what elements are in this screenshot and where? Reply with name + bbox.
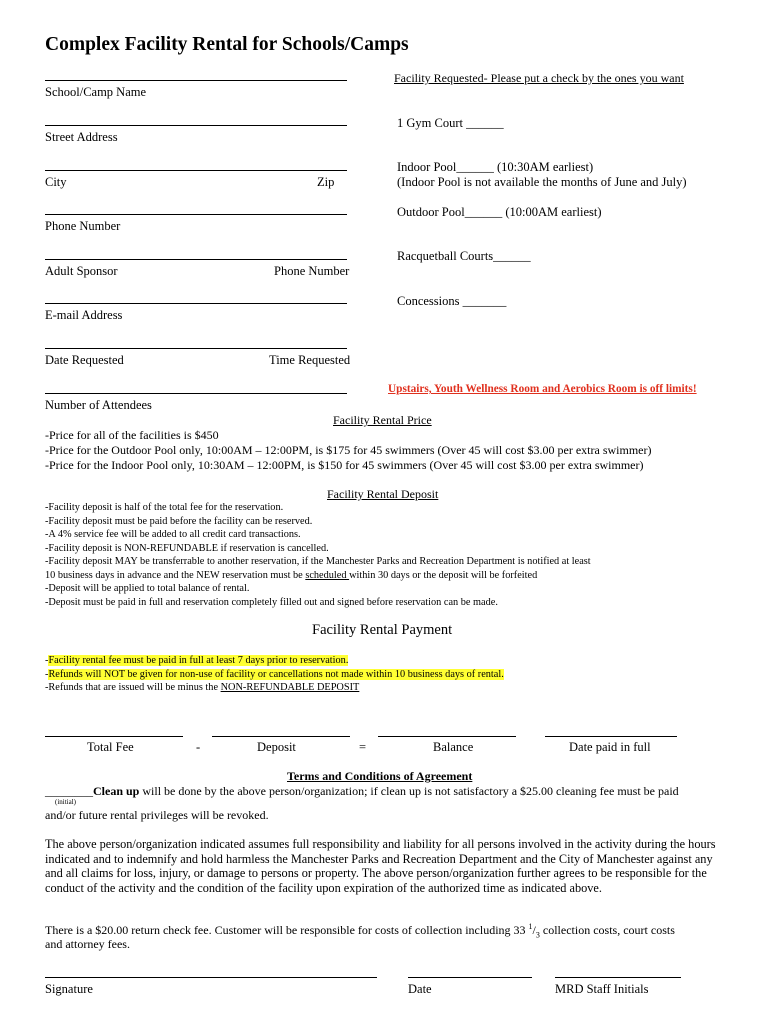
deposit-rule-text: within 30 days or the deposit will be forfeited (349, 569, 538, 581)
school-name-field[interactable] (45, 80, 347, 81)
clean-up-clause (45, 784, 679, 799)
city-zip-field[interactable] (45, 170, 347, 171)
street-address-label: Street Address (45, 130, 118, 144)
email-field[interactable] (45, 303, 347, 304)
racquetball-option[interactable]: Racquetball Courts______ (397, 249, 531, 263)
terms-heading: Terms and Conditions of Agreement (287, 769, 473, 783)
signature-field[interactable] (45, 977, 377, 978)
deposit-rule: -A 4% service fee will be added to all credit card transactions. (45, 529, 301, 540)
return-check-clause: There is a $20.00 return check fee. Customer will be responsible for costs of collection including 33 $^1/_3$ collection costs, court costs (45, 922, 675, 940)
deposit-rule: -Deposit must be paid in full and reservation completely filled out and signed before reservation can be made. (45, 596, 498, 608)
facility-requested-heading: Facility Requested- Please put a check by the ones you want (394, 71, 684, 85)
return-check-text: There is a $20.00 return check fee. Customer will be responsible for costs of collection including 33 (45, 923, 529, 937)
initial-blank[interactable]: ________ (45, 784, 93, 798)
city-label: City (45, 175, 67, 189)
balance-label: Balance (433, 740, 474, 754)
deposit-field[interactable] (212, 736, 350, 737)
deposit-label: Deposit (257, 740, 296, 754)
email-label: E-mail Address (45, 308, 123, 322)
payment-rule-highlight: Facility rental fee must be paid in full at least 7 days prior to reservation. (48, 655, 349, 666)
payment-rule (45, 668, 504, 682)
fraction-denominator: 3 (535, 930, 540, 940)
balance-field[interactable] (378, 736, 516, 737)
adult-sponsor-field[interactable] (45, 259, 347, 260)
initial-label: (initial) (55, 798, 76, 806)
outdoor-pool-option[interactable]: Outdoor Pool______ (10:00AM earliest) (397, 205, 602, 219)
street-address-field[interactable] (45, 125, 347, 126)
gym-court-option[interactable]: 1 Gym Court ______ (397, 116, 504, 130)
fraction-numerator: 1 (528, 922, 533, 931)
date-paid-field[interactable] (545, 736, 677, 737)
deposit-rule: -Deposit will be applied to total balance of rental. (45, 583, 250, 594)
deposit-rules (45, 501, 591, 609)
staff-initials-label: MRD Staff Initials (555, 982, 649, 996)
clean-up-continued: and/or future rental privileges will be revoked. (45, 808, 269, 822)
zip-label: Zip (317, 175, 335, 189)
payment-rule-text: -Refunds that are issued will be minus the (45, 682, 221, 693)
return-check-continued: and attorney fees. (45, 937, 130, 951)
concessions-option[interactable]: Concessions _______ (397, 294, 507, 308)
rental-deposit-heading: Facility Rental Deposit (327, 487, 439, 501)
payment-rule-dash: - (45, 668, 49, 680)
phone-number-field[interactable] (45, 214, 347, 215)
off-limits-notice: Upstairs, Youth Wellness Room and Aerobics Room is off limits! (388, 383, 697, 395)
minus-sign: - (196, 740, 201, 754)
scheduled-word: scheduled (305, 569, 350, 581)
return-check-text: collection costs, court costs (539, 923, 675, 937)
price-line: -Price for the Indoor Pool only, 10:30AM – 12:00PM, is $150 for 45 swimmers (Over 45 will cost $3.00 per extra swimmer) (45, 458, 644, 472)
date-field[interactable] (408, 977, 532, 978)
date-requested-label: Date Requested (45, 353, 124, 367)
clean-up-text: will be done by the above person/organization; if clean up is not satisfactory a $25.00 cleaning fee must be paid (139, 784, 679, 798)
date-label: Date (408, 982, 432, 996)
adult-sponsor-label: Adult Sponsor (45, 264, 118, 278)
deposit-rule: -Facility deposit is half of the total fee for the reservation. (45, 502, 284, 513)
date-time-field[interactable] (45, 348, 347, 349)
payment-rule-dash: - (45, 655, 49, 666)
equals-sign: = (359, 740, 367, 754)
deposit-rule: -Facility deposit is NON-REFUNDABLE if reservation is cancelled. (45, 542, 329, 554)
non-refundable-deposit: NON-REFUNDABLE DEPOSIT (220, 682, 360, 693)
signature-label: Signature (45, 982, 93, 996)
deposit-rule (45, 569, 591, 583)
deposit-rule: -Facility deposit MAY be transferrable to another reservation, if the Manchester Parks and Recreation Department is notified at least (45, 556, 591, 567)
payment-rules (45, 654, 504, 695)
total-fee-label: Total Fee (87, 740, 134, 754)
price-line: -Price for all of the facilities is $450 (45, 428, 219, 442)
payment-rule (45, 654, 504, 668)
staff-initials-field[interactable] (555, 977, 681, 978)
rental-price-heading: Facility Rental Price (333, 413, 432, 427)
liability-paragraph: The above person/organization indicated assumes full responsibility and liability for all persons involved in the activity during the hours indicated and to indemnify and hold harmless the Manchester Parks and Recreation Department and the City of Manchester against any and all claims for loss, injury, or damage to persons or property. The above person/organization further agrees to be responsible for the conduct of the activity and the condition of the facility upon expiration of the authorized time as indicated above. (45, 837, 716, 895)
phone-number-label: Phone Number (45, 219, 121, 233)
clean-up-bold: Clean up (93, 784, 140, 798)
attendees-field[interactable] (45, 393, 347, 394)
payment-rule-highlight: Refunds will NOT be given for non-use of facility or cancellations not made within 10 business days of rental. (48, 668, 504, 680)
page-title: Complex Facility Rental for Schools/Camps (45, 34, 409, 55)
indoor-pool-note: (Indoor Pool is not available the months of June and July) (397, 175, 687, 189)
attendees-label: Number of Attendees (45, 398, 152, 412)
payment-rule (45, 681, 504, 695)
time-requested-label: Time Requested (269, 353, 351, 367)
rental-payment-heading: Facility Rental Payment (312, 622, 453, 638)
deposit-rule: -Facility deposit must be paid before the facility can be reserved. (45, 515, 313, 527)
price-line: -Price for the Outdoor Pool only, 10:00AM – 12:00PM, is $175 for 45 swimmers (Over 45 will cost $3.00 per extra swimmer) (45, 443, 652, 457)
sponsor-phone-label: Phone Number (274, 264, 350, 278)
date-paid-label: Date paid in full (569, 740, 651, 754)
deposit-rule-text: 10 business days in advance and the NEW reservation must be (45, 569, 306, 581)
school-name-label: School/Camp Name (45, 85, 147, 99)
indoor-pool-option[interactable]: Indoor Pool______ (10:30AM earliest) (397, 160, 594, 174)
total-fee-field[interactable] (45, 736, 183, 737)
